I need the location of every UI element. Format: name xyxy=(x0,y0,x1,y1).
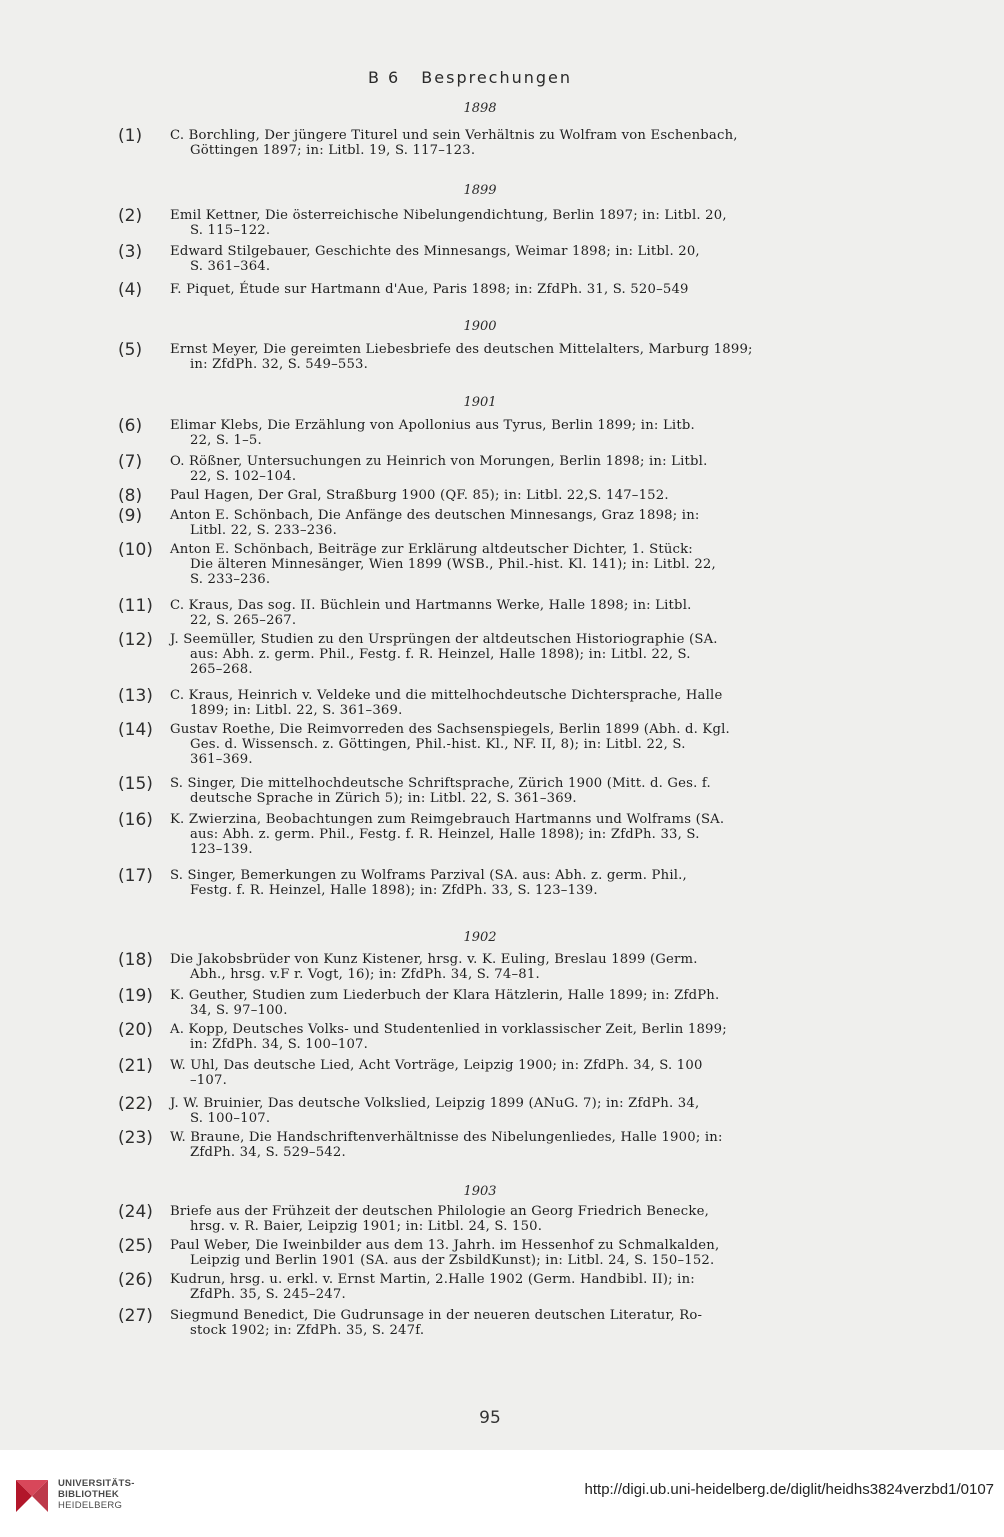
entry-line: 1899; in: Litbl. 22, S. 361–369. xyxy=(190,703,403,718)
entry-line: Die älteren Minnesänger, Wien 1899 (WSB., Phil.-hist. Kl. 141); in: Litbl. 22, xyxy=(190,557,716,572)
entry-line: S. 100–107. xyxy=(190,1111,271,1126)
entry-line: Die Jakobsbrüder von Kunz Kistener, hrsg. v. K. Euling, Breslau 1899 (Germ. xyxy=(170,952,698,967)
entry-number: (13) xyxy=(118,686,153,706)
entry-line: Briefe aus der Frühzeit der deutschen Philologie an Georg Friedrich Benecke, xyxy=(170,1204,709,1219)
entry-line: Edward Stilgebauer, Geschichte des Minnesangs, Weimar 1898; in: Litbl. 20, xyxy=(170,244,700,259)
page-number: 95 xyxy=(479,1408,501,1428)
year-heading: 1902 xyxy=(463,930,497,945)
entry-line: W. Braune, Die Handschriftenverhältnisse des Nibelungenliedes, Halle 1900; in: xyxy=(170,1130,723,1145)
entry-line: K. Geuther, Studien zum Liederbuch der Klara Hätzlerin, Halle 1899; in: ZfdPh. xyxy=(170,988,720,1003)
entry-line: Gustav Roethe, Die Reimvorreden des Sachsenspiegels, Berlin 1899 (Abh. d. Kgl. xyxy=(170,722,730,737)
entry-number: (20) xyxy=(118,1020,153,1040)
entry-number: (16) xyxy=(118,810,153,830)
entry-line: stock 1902; in: ZfdPh. 35, S. 247f. xyxy=(190,1323,425,1338)
entry-line: Kudrun, hrsg. u. erkl. v. Ernst Martin, 2.Halle 1902 (Germ. Handbibl. II); in: xyxy=(170,1272,695,1287)
entry-number: (22) xyxy=(118,1094,153,1114)
entry-line: Paul Hagen, Der Gral, Straßburg 1900 (QF. 85); in: Litbl. 22,S. 147–152. xyxy=(170,488,669,503)
entry-number: (9) xyxy=(118,506,143,526)
entry-line: S. 361–364. xyxy=(190,259,271,274)
year-heading: 1901 xyxy=(463,395,497,410)
entry-line: C. Borchling, Der jüngere Titurel und sein Verhältnis zu Wolfram von Eschenbach, xyxy=(170,128,738,143)
entry-line: C. Kraus, Heinrich v. Veldeke und die mittelhochdeutsche Dichtersprache, Halle xyxy=(170,688,723,703)
entry-line: Ges. d. Wissensch. z. Göttingen, Phil.-hist. Kl., NF. II, 8); in: Litbl. 22, S. xyxy=(190,737,686,752)
entry-number: (5) xyxy=(118,340,143,360)
entry-line: Emil Kettner, Die österreichische Nibelungendichtung, Berlin 1897; in: Litbl. 20, xyxy=(170,208,727,223)
entry-line: ZfdPh. 34, S. 529–542. xyxy=(190,1145,346,1160)
entry-line: ZfdPh. 35, S. 245–247. xyxy=(190,1287,346,1302)
entry-number: (2) xyxy=(118,206,143,226)
entry-number: (10) xyxy=(118,540,153,560)
entry-line: Elimar Klebs, Die Erzählung von Apollonius aus Tyrus, Berlin 1899; in: Litb. xyxy=(170,418,695,433)
entry-line: 22, S. 265–267. xyxy=(190,613,297,628)
entry-line: S. Singer, Bemerkungen zu Wolframs Parzival (SA. aus: Abh. z. germ. Phil., xyxy=(170,868,687,883)
entry-number: (25) xyxy=(118,1236,153,1256)
entry-number: (23) xyxy=(118,1128,153,1148)
entry-line: Festg. f. R. Heinzel, Halle 1898); in: ZfdPh. 33, S. 123–139. xyxy=(190,883,598,898)
entry-number: (3) xyxy=(118,242,143,262)
entry-line: Siegmund Benedict, Die Gudrunsage in der neueren deutschen Literatur, Ro- xyxy=(170,1308,703,1323)
entry-number: (27) xyxy=(118,1306,153,1326)
entry-number: (12) xyxy=(118,630,153,650)
library-logo-icon xyxy=(12,1476,52,1516)
entry-line: O. Rößner, Untersuchungen zu Heinrich von Morungen, Berlin 1898; in: Litbl. xyxy=(170,454,708,469)
entry-line: Göttingen 1897; in: Litbl. 19, S. 117–123. xyxy=(190,143,476,158)
section-number: B 6 xyxy=(367,68,401,87)
page-header xyxy=(0,68,940,87)
entry-number: (26) xyxy=(118,1270,153,1290)
entry-number: (21) xyxy=(118,1056,153,1076)
entry-line: deutsche Sprache in Zürich 5); in: Litbl. 22, S. 361–369. xyxy=(190,791,577,806)
library-name: UNIVERSITÄTS- BIBLIOTHEK HEIDELBERG xyxy=(58,1478,135,1511)
entry-line: K. Zwierzina, Beobachtungen zum Reimgebrauch Hartmanns und Wolframs (SA. xyxy=(170,812,725,827)
entry-number: (17) xyxy=(118,866,153,886)
entry-line: in: ZfdPh. 32, S. 549–553. xyxy=(190,357,369,372)
entry-line: aus: Abh. z. germ. Phil., Festg. f. R. Heinzel, Halle 1898); in: Litbl. 22, S. xyxy=(190,647,691,662)
entry-line: aus: Abh. z. germ. Phil., Festg. f. R. Heinzel, Halle 1898); in: ZfdPh. 33, S. xyxy=(190,827,700,842)
entry-line: Leipzig und Berlin 1901 (SA. aus der ZsbildKunst); in: Litbl. 24, S. 150–152. xyxy=(190,1253,715,1268)
entry-line: A. Kopp, Deutsches Volks- und Studentenlied in vorklassischer Zeit, Berlin 1899; xyxy=(170,1022,727,1037)
section-title: Besprechungen xyxy=(421,68,573,87)
entry-line: in: ZfdPh. 34, S. 100–107. xyxy=(190,1037,369,1052)
entry-line: Anton E. Schönbach, Beiträge zur Erklärung altdeutscher Dichter, 1. Stück: xyxy=(170,542,693,557)
entry-line: 22, S. 102–104. xyxy=(190,469,297,484)
entry-line: Paul Weber, Die Iweinbilder aus dem 13. Jahrh. im Hessenhof zu Schmalkalden, xyxy=(170,1238,720,1253)
entry-number: (11) xyxy=(118,596,153,616)
entry-line: J. W. Bruinier, Das deutsche Volkslied, Leipzig 1899 (ANuG. 7); in: ZfdPh. 34, xyxy=(170,1096,700,1111)
year-heading: 1899 xyxy=(463,183,497,198)
entry-number: (1) xyxy=(118,126,143,146)
entry-line: 123–139. xyxy=(190,842,253,857)
entry-line: 265–268. xyxy=(190,662,253,677)
entry-line: C. Kraus, Das sog. II. Büchlein und Hartmanns Werke, Halle 1898; in: Litbl. xyxy=(170,598,692,613)
entry-line: J. Seemüller, Studien zu den Ursprüngen der altdeutschen Historiographie (SA. xyxy=(170,632,718,647)
entry-line: Ernst Meyer, Die gereimten Liebesbriefe des deutschen Mittelalters, Marburg 1899; xyxy=(170,342,753,357)
entry-line: S. 233–236. xyxy=(190,572,271,587)
entry-number: (19) xyxy=(118,986,153,1006)
entry-line: S. 115–122. xyxy=(190,223,271,238)
entry-number: (24) xyxy=(118,1202,153,1222)
entry-line: 361–369. xyxy=(190,752,253,767)
entry-line: 22, S. 1–5. xyxy=(190,433,262,448)
entry-number: (8) xyxy=(118,486,143,506)
source-url-link[interactable]: http://digi.ub.uni-heidelberg.de/diglit/heidhs3824verzbd1/0107 xyxy=(584,1481,994,1498)
entry-number: (7) xyxy=(118,452,143,472)
entry-number: (15) xyxy=(118,774,153,794)
entry-number: (6) xyxy=(118,416,143,436)
entry-line: Anton E. Schönbach, Die Anfänge des deutschen Minnesangs, Graz 1898; in: xyxy=(170,508,700,523)
entry-line: Litbl. 22, S. 233–236. xyxy=(190,523,337,538)
year-heading: 1900 xyxy=(463,319,497,334)
entry-line: Abh., hrsg. v.F r. Vogt, 16); in: ZfdPh. 34, S. 74–81. xyxy=(190,967,540,982)
entry-line: –107. xyxy=(190,1073,227,1088)
year-heading: 1903 xyxy=(463,1184,497,1199)
entry-line: S. Singer, Die mittelhochdeutsche Schriftsprache, Zürich 1900 (Mitt. d. Ges. f. xyxy=(170,776,711,791)
entry-line: W. Uhl, Das deutsche Lied, Acht Vorträge, Leipzig 1900; in: ZfdPh. 34, S. 100 xyxy=(170,1058,703,1073)
entry-line: 34, S. 97–100. xyxy=(190,1003,288,1018)
footer-bar xyxy=(0,1450,1004,1537)
year-heading: 1898 xyxy=(463,101,497,116)
entry-number: (14) xyxy=(118,720,153,740)
entry-number: (4) xyxy=(118,280,143,300)
entry-line: hrsg. v. R. Baier, Leipzig 1901; in: Litbl. 24, S. 150. xyxy=(190,1219,543,1234)
entry-number: (18) xyxy=(118,950,153,970)
entry-line: F. Piquet, Étude sur Hartmann d'Aue, Paris 1898; in: ZfdPh. 31, S. 520–549 xyxy=(170,282,689,297)
